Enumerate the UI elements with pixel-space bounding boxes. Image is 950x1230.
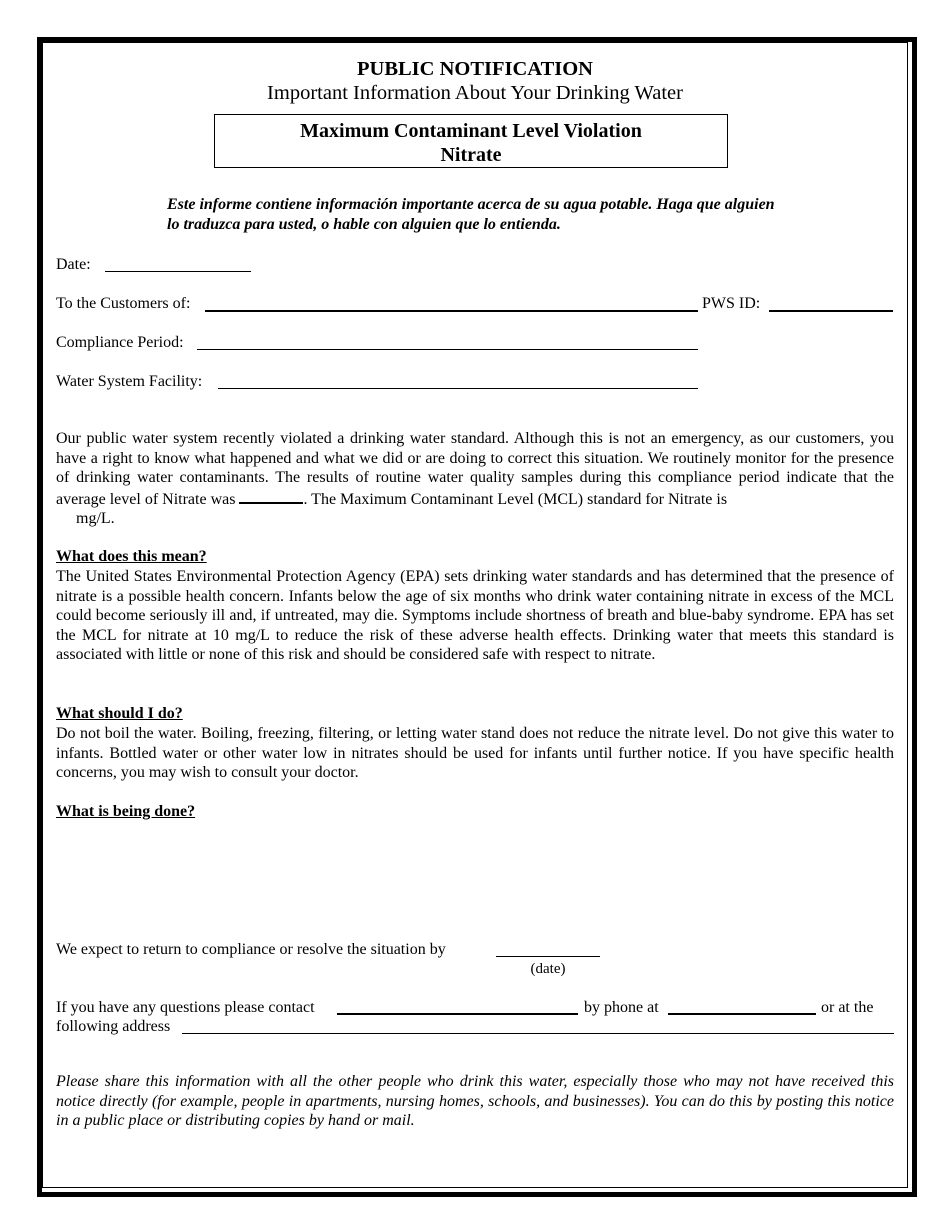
- meaning-section: [56, 547, 894, 665]
- customers-field[interactable]: [205, 310, 698, 312]
- share-notice: Please share this information with all the other people who drink this water, especially those who may not have received this notice directly (for example, people in apartments, nursing homes, schools, and businesses). You can do this by posting this notice in a public place or distributing copies by hand or mail.: [56, 1073, 894, 1129]
- meaning-heading: What does this mean?: [56, 548, 207, 565]
- address-text: following address: [56, 1018, 171, 1035]
- contact-name-field[interactable]: [337, 1013, 578, 1015]
- address-field[interactable]: [182, 1033, 894, 1034]
- compliance-period-label: Compliance Period:: [56, 334, 184, 351]
- compliance-period-field[interactable]: [197, 349, 698, 350]
- contaminant-name: Nitrate: [440, 144, 502, 166]
- what-to-do-section: [56, 704, 894, 783]
- date-caption: (date): [530, 961, 566, 977]
- compliance-date-field[interactable]: [496, 956, 600, 957]
- pws-id-field[interactable]: [769, 310, 893, 312]
- facility-field[interactable]: [218, 388, 698, 389]
- violation-type: Maximum Contaminant Level Violation: [300, 120, 642, 142]
- facility-label: Water System Facility:: [56, 373, 203, 390]
- notice-subtitle: Important Information About Your Drinking Water: [267, 82, 683, 104]
- compliance-text: We expect to return to compliance or resolve the situation by: [56, 941, 446, 958]
- customers-label: To the Customers of:: [56, 295, 191, 312]
- what-to-do-body: Do not boil the water. Boiling, freezing, filtering, or letting water stand does not reduce the nitrate level. Do not give this water to infants. Bottled water or other water low in nitrates should be used for infants until further notice. If you have specific health concerns, you may wish to consult your doctor.: [56, 725, 894, 781]
- violation-box: [214, 114, 728, 168]
- what-to-do-heading: What should I do?: [56, 705, 183, 722]
- phone-field[interactable]: [668, 1013, 816, 1015]
- being-done-heading: What is being done?: [56, 803, 196, 820]
- phone-text: by phone at: [584, 999, 659, 1016]
- meaning-body: The United States Environmental Protection Agency (EPA) sets drinking water standards and has determined that the presence of nitrate is a possible health concern. Infants below the age of six months who drink water containing nitrate in excess of the MCL could become seriously ill and, if untreated, may die. Symptoms include shortness of breath and blue-baby syndrome. EPA has set the MCL for nitrate at 10 mg/L to reduce the risk of these adverse health effects. Drinking water that meets this standard is associated with little or none of this risk and should be considered safe with respect to nitrate.: [56, 568, 894, 663]
- mcl-unit: mg/L.: [76, 510, 115, 527]
- intro-text-after: . The Maximum Contaminant Level (MCL) standard for Nitrate is: [303, 490, 728, 508]
- contact-text: If you have any questions please contact: [56, 999, 315, 1016]
- nitrate-level-field[interactable]: [239, 488, 303, 504]
- intro-text-before: Our public water system recently violated a drinking water standard. Although this is not an emergency, as our customers, you have a right to know what happened and what we did or are doing to correct this situation. We routinely monitor for the presence of drinking water contaminants. The results of routine water quality samples during this compliance period indicate that the average level of Nitrate was: [56, 430, 894, 508]
- spanish-notice: Este informe contiene información importante acerca de su agua potable. Haga que alguien lo traduzca para usted, o hable con alguien que lo entienda.: [167, 196, 775, 233]
- intro-paragraph: [56, 429, 894, 529]
- being-done-section: [56, 802, 894, 822]
- pws-id-label: PWS ID:: [702, 295, 761, 312]
- or-at-text: or at the: [821, 999, 874, 1016]
- date-label: Date:: [56, 256, 91, 273]
- notice-title: PUBLIC NOTIFICATION: [357, 58, 593, 80]
- date-field[interactable]: [105, 271, 251, 272]
